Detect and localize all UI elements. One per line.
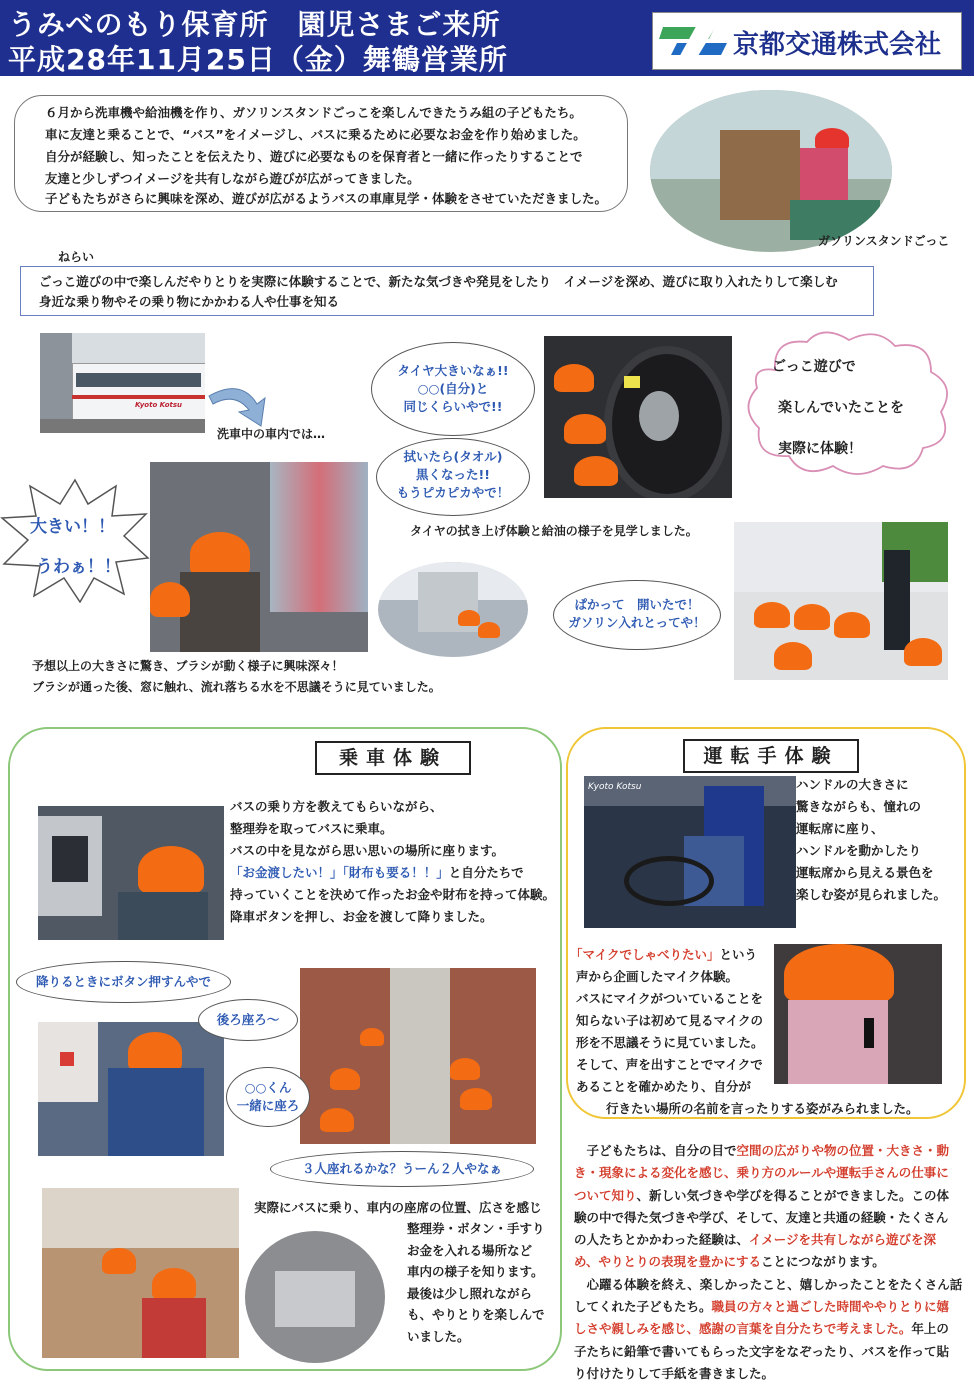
ride-end-line: も、やりとりを楽しんで: [407, 1307, 545, 1322]
summary-line: [574, 1318, 966, 1340]
mic-quote: 「マイクでしゃべりたい」: [570, 947, 720, 962]
ride-end-line: 車内の様子を知ります。: [407, 1264, 544, 1279]
mic-line: 声から企画したマイク体験。: [576, 969, 739, 984]
ride-line: 持っていくことを決めて作ったお金や財布を持って体験。: [230, 887, 556, 902]
mic-line: 行きたい場所の名前を言ったりする姿がみられました。: [606, 1101, 919, 1116]
mic-line: そして、声を出すことでマイクで: [576, 1057, 763, 1072]
ride-end-text: [254, 1197, 542, 1219]
summary-highlight: 職員の方々と過ごした時間ややりとりに嬉: [711, 1299, 950, 1315]
speech-line: もうピカピカやで！: [396, 485, 510, 500]
driver-text: [796, 774, 946, 906]
ride-end-line: 最後は少し照れながら: [407, 1285, 533, 1301]
ride-line: [230, 862, 555, 884]
driver-line: 運転席に座り、: [796, 821, 884, 836]
speech-bubble: [226, 1067, 310, 1127]
page-title: うみべのもり保育所 園児さまご来所: [8, 8, 501, 41]
paying-fare-photo: [42, 1188, 239, 1358]
speech-bubble: [270, 1151, 534, 1187]
summary-highlight: イメージを共有しながら遊びを深: [748, 1232, 937, 1248]
summary-segment: してくれた子どもたち。: [574, 1299, 712, 1315]
driver-line: 運転席から見える景色を: [796, 865, 934, 880]
ride-line-rest: と自分たちで: [448, 865, 524, 880]
driver-seat-photo: [584, 776, 796, 928]
aim-line: ごっこ遊びの中で楽しんだやりとりを実際に体験することで、新たな気づきや発見をしたり イメージを深め、遊びに取り入れたりして楽しむ: [39, 274, 838, 289]
speech-line: 黒くなった!!: [416, 467, 490, 482]
speech-bubble: [371, 342, 535, 436]
ride-end-line: 実際にバスに乗り、車内の座席の位置、広さを感じ: [254, 1200, 542, 1215]
ride-line: バスの中を見ながら思い思いの場所に座ります。: [230, 843, 505, 858]
ride-end-line: お金を入れる場所など: [407, 1242, 533, 1258]
tire-caption: タイヤの拭き上げ体験と給油の様子を見学しました。: [410, 524, 698, 538]
intro-line: ６月から洗車機や給油機を作り、ガソリンスタンドごっこを楽しんできたうみ組の子どもたち。: [45, 105, 582, 120]
summary-highlight: 空間の広がりや物の位置・大きさ・動: [736, 1143, 950, 1158]
mic-line: バスにマイクがついていることを: [576, 991, 764, 1006]
speech-line: ○○くん: [244, 1080, 292, 1095]
summary-highlight: ついて知り: [574, 1187, 637, 1203]
speech-line: タイヤ大きいなぁ!!: [397, 363, 509, 378]
cloud-line: 楽しんでいたことを: [778, 400, 904, 416]
burst-text: うわぁ！！: [36, 557, 121, 577]
photo-caption: ガソリンスタンドごっこ: [818, 234, 950, 248]
intro-line: 友達と少しずつイメージを共有しながら遊びが広がってきました。: [45, 171, 420, 186]
cloud-line: ごっこ遊びで: [772, 359, 856, 375]
summary-line: [574, 1363, 966, 1385]
aim-box: [20, 266, 874, 316]
mic-line: 知らない子は初めて見るマイクの: [576, 1013, 764, 1028]
speech-line: 後ろ座ろ～: [216, 1012, 280, 1027]
wash-result-caption: 予想以上の大きさに驚き、ブラシが動く様子に興味深々！: [32, 659, 344, 673]
quote-text: 「お金渡したい！」「財布も要る！！」: [230, 865, 449, 880]
boarding-photo: [38, 806, 224, 940]
speech-bubble: [553, 580, 721, 650]
summary-segment: 、新しい気づきや学びを得ることができました。この体: [636, 1187, 950, 1203]
driver-section-tag: 運転手体験: [683, 739, 859, 773]
driver-line: ハンドルの大きさに: [796, 777, 909, 792]
ride-line: 降車ボタンを押し、お金を渡して降りました。: [230, 909, 493, 924]
company-name: 京都交通株式会社: [733, 30, 942, 60]
summary-segment: の人たちとかかわった経験は、: [574, 1232, 749, 1248]
speech-line: 同じくらいやで!!: [403, 399, 503, 414]
aim-line: 身近な乗り物やその乗り物にかかわる人や仕事を知る: [39, 294, 340, 309]
summary-line: [574, 1140, 966, 1162]
mic-quote-rest: という: [719, 947, 758, 962]
header-bar: [0, 0, 974, 76]
wash-result-caption: ブラシが通った後、窓に触れ、流れ落ちる水を不思議そうに見ていました。: [32, 680, 441, 694]
ride-section-tag: 乗車体験: [315, 741, 471, 775]
ride-text: [230, 796, 555, 928]
summary-highlight: しさや親しみを感じ、感謝の言葉を自分たちで考えました。: [574, 1321, 912, 1337]
speech-line: 拭いたら(タオル): [403, 449, 503, 464]
summary-segment: 子たちに鉛筆で書いてもらった文字をなぞったり、バスを作って貼: [574, 1343, 950, 1359]
summary-segment: ことにつながります。: [761, 1254, 885, 1270]
summary-line: [574, 1251, 966, 1273]
summary-segment: 心躍る体験を終え、楽しかったこと、嬉しかったことをたくさん話: [574, 1276, 963, 1292]
speech-bubble: [198, 999, 298, 1041]
speech-bubble: [16, 961, 231, 1003]
summary-text: [574, 1140, 966, 1385]
page-subtitle: 平成28年11月25日（金）舞鶴営業所: [8, 43, 508, 76]
cloud-line: 実際に体験！: [778, 441, 862, 457]
fare-box-photo: [245, 1231, 385, 1363]
speech-bubble: [376, 438, 530, 516]
speech-line: 一緒に座ろ: [236, 1098, 300, 1113]
ride-end-line: いました。: [407, 1328, 470, 1344]
ride-end-text: [407, 1218, 545, 1347]
refuel-photo: [378, 562, 528, 657]
summary-segment: 験の中で得た気づきや学び、そして、友達と共通の経験・たくさん: [574, 1209, 949, 1225]
summary-segment: 年上の: [911, 1321, 949, 1337]
summary-line: [574, 1229, 966, 1251]
ride-line: 整理券を取ってバスに乗車。: [230, 821, 393, 836]
exit-button-photo: [38, 1022, 224, 1156]
bus-logo: Kyoto Kotsu: [135, 401, 183, 409]
intro-line: 車に友達と乗ることで、“バス”をイメージし、バスに乗るために必要なお金を作り始めました。: [45, 127, 586, 142]
summary-segment: り付けたりして手紙を書きました。: [574, 1365, 775, 1381]
staff-demo-photo: [734, 522, 948, 680]
intro-box: [14, 95, 628, 212]
mic-line: あることを確かめたり、自分が: [576, 1079, 752, 1094]
bus-interior-photo: [300, 968, 536, 1144]
speech-line: ○○(自分)と: [417, 381, 489, 396]
speech-line: ぱかって 開いたで！: [574, 597, 700, 612]
summary-line: [574, 1162, 966, 1184]
bus-sign: Kyoto Kotsu: [588, 782, 642, 792]
burst-text: 大きい！！: [30, 517, 115, 537]
inside-bus-wash-photo: [150, 462, 368, 652]
summary-line: [574, 1207, 966, 1229]
driver-line: ハンドルを動かしたり: [796, 843, 922, 858]
driver-line: 楽しむ姿が見られました。: [796, 887, 947, 902]
summary-line: [574, 1274, 966, 1296]
aim-label: ねらい: [58, 250, 95, 264]
intro-line: 自分が経験し、知ったことを伝えたり、遊びに必要なものを保育者と一緒に作ったりすることで: [45, 149, 583, 164]
gas-station-play-photo: [650, 90, 892, 252]
intro-line: 子どもたちがさらに興味を深め、遊びが広がるようバスの車庫見学・体験をさせていただきました。: [45, 191, 608, 206]
summary-highlight: め、やりとりの表現を豊かにする: [574, 1254, 762, 1270]
speech-line: ３人座れるかな？うーん２人やなぁ: [301, 1161, 502, 1176]
ride-line: バスの乗り方を教えてもらいながら、: [230, 799, 443, 814]
summary-line: [574, 1296, 966, 1318]
speech-line: ガソリン入れとってや！: [568, 615, 706, 630]
mic-line: 形を不思議そうに見ていました。: [576, 1035, 764, 1050]
summary-highlight: き・現象による変化を感じ、乗り方のルールや運転手さんの仕事に: [574, 1165, 949, 1181]
burst-bubble-icon: [0, 478, 150, 603]
company-logo: [652, 12, 962, 70]
company-logo-icon: [659, 21, 727, 61]
wash-caption: 洗車中の車内では…: [217, 427, 326, 441]
tire-wipe-photo: [544, 336, 732, 498]
summary-line: [574, 1185, 966, 1207]
summary-segment: 子どもたちは、自分の目で: [574, 1143, 737, 1158]
ride-end-line: 整理券・ボタン・手すり: [407, 1221, 545, 1236]
driver-line: 驚きながらも、憧れの: [796, 799, 922, 814]
mic-experience-photo: [774, 944, 942, 1084]
speech-line: 降りるときにボタン押すんやで: [35, 974, 211, 989]
summary-line: [574, 1341, 966, 1363]
bus-wash-photo: [40, 333, 205, 433]
